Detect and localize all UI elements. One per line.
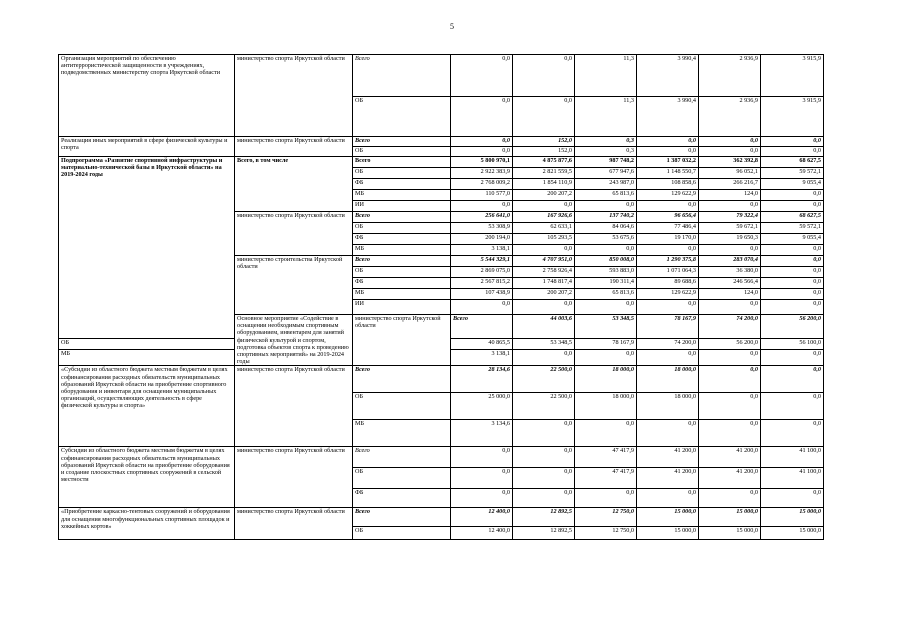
value-cell: 0,3 xyxy=(575,147,637,157)
value-cell: 28 134,6 xyxy=(451,366,513,393)
funding-source-cell: ФБ xyxy=(353,179,451,190)
value-cell: 19 170,0 xyxy=(637,234,699,245)
value-cell: 96 656,4 xyxy=(637,212,699,223)
value-cell: 0,0 xyxy=(451,489,513,508)
value-cell: 47 417,9 xyxy=(575,468,637,489)
value-cell: 0,0 xyxy=(699,147,761,157)
value-cell: 0,0 xyxy=(637,489,699,508)
value-cell: 77 486,4 xyxy=(637,223,699,234)
value-cell: 25 000,0 xyxy=(451,393,513,420)
value-cell: 12 400,0 xyxy=(451,527,513,540)
value-cell: 2 922 383,9 xyxy=(451,168,513,179)
value-cell: 190 311,4 xyxy=(575,278,637,289)
value-cell: 56 100,0 xyxy=(761,339,824,349)
value-cell: 0,0 xyxy=(575,349,637,366)
value-cell: 0,0 xyxy=(637,349,699,366)
value-cell: 74 200,0 xyxy=(637,339,699,349)
value-cell: 0,0 xyxy=(761,267,824,278)
value-cell: 152,0 xyxy=(513,147,575,157)
value-cell: 15 000,0 xyxy=(699,508,761,527)
description-cell: министерство спорта Иркутской области xyxy=(235,212,353,256)
value-cell: 0,0 xyxy=(761,489,824,508)
value-cell: 53 348,5 xyxy=(513,339,575,349)
value-cell: 0,0 xyxy=(761,137,824,147)
value-cell: 0,0 xyxy=(575,489,637,508)
value-cell: 0,0 xyxy=(513,300,575,315)
value-cell: 362 392,8 xyxy=(699,157,761,168)
value-cell: 105 293,5 xyxy=(513,234,575,245)
value-cell: 200 194,0 xyxy=(451,234,513,245)
funding-source-cell: Всего xyxy=(353,366,451,393)
value-cell: 0,0 xyxy=(699,300,761,315)
value-cell: 2 768 009,2 xyxy=(451,179,513,190)
value-cell: 0,0 xyxy=(637,147,699,157)
value-cell: 0,0 xyxy=(699,489,761,508)
funding-source-cell: МБ xyxy=(353,190,451,201)
value-cell: 0,0 xyxy=(513,468,575,489)
value-cell: 41 100,0 xyxy=(761,468,824,489)
funding-source-cell: ФБ xyxy=(353,234,451,245)
value-cell: 0,0 xyxy=(575,300,637,315)
value-cell: 4 875 877,6 xyxy=(513,157,575,168)
value-cell: 74 200,0 xyxy=(699,315,761,339)
value-cell: 0,0 xyxy=(637,137,699,147)
value-cell: 44 003,6 xyxy=(513,315,575,339)
value-cell: 110 577,0 xyxy=(451,190,513,201)
value-cell: 53 675,6 xyxy=(575,234,637,245)
value-cell: 0,0 xyxy=(699,366,761,393)
value-cell: 0,0 xyxy=(513,489,575,508)
value-cell: 0,0 xyxy=(451,147,513,157)
funding-source-cell: МБ xyxy=(353,420,451,447)
funding-source-cell: ОБ xyxy=(353,223,451,234)
value-cell: 3 990,4 xyxy=(637,55,699,97)
value-cell: 62 633,1 xyxy=(513,223,575,234)
value-cell: 5 544 329,1 xyxy=(451,256,513,267)
funding-source-cell: ИИ xyxy=(353,300,451,315)
funding-source-cell: ОБ xyxy=(353,267,451,278)
funding-source-cell: Всего xyxy=(451,315,513,339)
value-cell: 0,0 xyxy=(699,245,761,256)
value-cell: 107 438,9 xyxy=(451,289,513,300)
value-cell: 0,0 xyxy=(761,147,824,157)
table-row xyxy=(59,55,824,97)
description-cell: министерство спорта Иркутской области xyxy=(353,315,451,366)
value-cell: 129 622,9 xyxy=(637,190,699,201)
value-cell: 65 813,6 xyxy=(575,289,637,300)
value-cell: 0,0 xyxy=(513,245,575,256)
description-cell: Подпрограмма «Развитие спортивной инфраструктуры и материально-технической базы в Иркутской области» на 2019-2024 годы xyxy=(59,157,235,339)
value-cell: 18 000,0 xyxy=(575,393,637,420)
value-cell: 12 400,0 xyxy=(451,508,513,527)
value-cell: 36 380,0 xyxy=(699,267,761,278)
table-row xyxy=(59,447,824,468)
value-cell: 89 688,6 xyxy=(637,278,699,289)
description-cell: министерство спорта Иркутской области xyxy=(235,366,353,447)
value-cell: 0,0 xyxy=(761,393,824,420)
value-cell: 0,0 xyxy=(451,137,513,147)
value-cell: 0,0 xyxy=(699,393,761,420)
value-cell: 15 000,0 xyxy=(637,527,699,540)
value-cell: 200 207,2 xyxy=(513,190,575,201)
value-cell: 1 071 064,3 xyxy=(637,267,699,278)
description-cell: министерство спорта Иркутской области xyxy=(235,137,353,157)
value-cell: 12 750,0 xyxy=(575,508,637,527)
value-cell: 1 748 817,4 xyxy=(513,278,575,289)
value-cell: 256 641,0 xyxy=(451,212,513,223)
funding-source-cell: ОБ xyxy=(353,97,451,137)
value-cell: 0,0 xyxy=(451,201,513,212)
value-cell: 0,0 xyxy=(451,97,513,137)
value-cell: 41 200,0 xyxy=(637,447,699,468)
value-cell: 22 500,0 xyxy=(513,366,575,393)
description-cell: Основное мероприятие «Содействие в оснащении необходимым спортивным оборудованием, инвентарем для занятий физической культурой и спортом, подготовка объектов спорта к проведению спортивных мероприятий» на 2019-2024 годы xyxy=(235,315,353,366)
value-cell: 41 200,0 xyxy=(699,468,761,489)
value-cell: 0,0 xyxy=(513,55,575,97)
value-cell: 59 572,1 xyxy=(761,168,824,179)
value-cell: 68 627,5 xyxy=(761,212,824,223)
value-cell: 3 134,6 xyxy=(451,420,513,447)
value-cell: 56 200,0 xyxy=(761,315,824,339)
value-cell: 1 387 032,2 xyxy=(637,157,699,168)
value-cell: 1 290 375,8 xyxy=(637,256,699,267)
funding-source-cell: Всего xyxy=(353,137,451,147)
value-cell: 0,0 xyxy=(761,366,824,393)
value-cell: 12 892,5 xyxy=(513,508,575,527)
value-cell: 0,0 xyxy=(575,245,637,256)
value-cell: 41 100,0 xyxy=(761,447,824,468)
funding-source-cell: МБ xyxy=(353,289,451,300)
description-cell: «Субсидии из областного бюджета местным бюджетам в целях софинансирования расходных обязательств муниципальных образований Иркутской области на приобретение спортивного оборудования и инвентаря для оснащения муниципальных организаций, осуществляющих деятельность в сфере физической культуры и спорта» xyxy=(59,366,235,447)
value-cell: 0,0 xyxy=(513,447,575,468)
value-cell: 1 854 110,9 xyxy=(513,179,575,190)
value-cell: 19 650,3 xyxy=(699,234,761,245)
funding-source-cell: ФБ xyxy=(353,489,451,508)
value-cell: 12 750,0 xyxy=(575,527,637,540)
funding-source-cell: ОБ xyxy=(353,168,451,179)
page-number: 5 xyxy=(450,22,454,31)
funding-source-cell: Всего xyxy=(353,157,451,168)
value-cell: 22 500,0 xyxy=(513,393,575,420)
budget-table xyxy=(58,54,824,540)
value-cell: 0,0 xyxy=(699,420,761,447)
description-cell: министерство спорта Иркутской области xyxy=(235,447,353,508)
value-cell: 0,0 xyxy=(761,278,824,289)
value-cell: 2 936,9 xyxy=(699,97,761,137)
value-cell: 0,0 xyxy=(451,55,513,97)
value-cell: 0,0 xyxy=(699,137,761,147)
value-cell: 9 055,4 xyxy=(761,234,824,245)
description-cell: министерство спорта Иркутской области xyxy=(235,508,353,540)
funding-source-cell: ФБ xyxy=(353,278,451,289)
value-cell: 2 567 815,2 xyxy=(451,278,513,289)
funding-source-cell: Всего xyxy=(353,212,451,223)
value-cell: 152,0 xyxy=(513,137,575,147)
value-cell: 243 987,0 xyxy=(575,179,637,190)
value-cell: 84 064,6 xyxy=(575,223,637,234)
value-cell: 68 627,5 xyxy=(761,157,824,168)
value-cell: 0,0 xyxy=(761,349,824,366)
value-cell: 40 865,5 xyxy=(451,339,513,349)
value-cell: 12 892,5 xyxy=(513,527,575,540)
value-cell: 137 740,2 xyxy=(575,212,637,223)
table-row xyxy=(59,508,824,527)
funding-source-cell: ОБ xyxy=(353,468,451,489)
value-cell: 59 572,1 xyxy=(761,223,824,234)
value-cell: 1 148 550,7 xyxy=(637,168,699,179)
value-cell: 124,0 xyxy=(699,190,761,201)
funding-source-cell: МБ xyxy=(353,245,451,256)
value-cell: 18 000,0 xyxy=(637,393,699,420)
value-cell: 0,0 xyxy=(761,190,824,201)
value-cell: 0,0 xyxy=(575,420,637,447)
funding-source-cell: ОБ xyxy=(353,527,451,540)
value-cell: 11,3 xyxy=(575,55,637,97)
value-cell: 96 052,1 xyxy=(699,168,761,179)
value-cell: 2 758 926,4 xyxy=(513,267,575,278)
value-cell: 0,0 xyxy=(451,300,513,315)
value-cell: 2 869 075,0 xyxy=(451,267,513,278)
value-cell: 0,0 xyxy=(513,349,575,366)
value-cell: 0,3 xyxy=(575,137,637,147)
value-cell: 0,0 xyxy=(699,349,761,366)
description-cell: министерство спорта Иркутской области xyxy=(235,55,353,137)
description-cell: министерство строительства Иркутской области xyxy=(235,256,353,315)
value-cell: 0,0 xyxy=(637,245,699,256)
value-cell: 200 207,2 xyxy=(513,289,575,300)
value-cell: 0,0 xyxy=(637,420,699,447)
value-cell: 9 055,4 xyxy=(761,179,824,190)
value-cell: 0,0 xyxy=(513,420,575,447)
value-cell: 11,3 xyxy=(575,97,637,137)
value-cell: 0,0 xyxy=(761,245,824,256)
funding-source-cell: ИИ xyxy=(353,201,451,212)
value-cell: 108 858,6 xyxy=(637,179,699,190)
value-cell: 0,0 xyxy=(761,300,824,315)
value-cell: 677 947,6 xyxy=(575,168,637,179)
value-cell: 79 322,4 xyxy=(699,212,761,223)
value-cell: 53 348,5 xyxy=(575,315,637,339)
value-cell: 129 622,9 xyxy=(637,289,699,300)
value-cell: 0,0 xyxy=(637,201,699,212)
value-cell: 59 672,1 xyxy=(699,223,761,234)
value-cell: 47 417,9 xyxy=(575,447,637,468)
funding-source-cell: ОБ xyxy=(353,393,451,420)
value-cell: 18 000,0 xyxy=(575,366,637,393)
value-cell: 124,0 xyxy=(699,289,761,300)
funding-source-cell: МБ xyxy=(59,349,235,366)
value-cell: 0,0 xyxy=(451,468,513,489)
value-cell: 0,0 xyxy=(451,447,513,468)
value-cell: 283 070,4 xyxy=(699,256,761,267)
value-cell: 167 926,6 xyxy=(513,212,575,223)
value-cell: 5 800 970,1 xyxy=(451,157,513,168)
funding-source-cell: Всего xyxy=(353,55,451,97)
description-cell: Субсидии из областного бюджета местным бюджетам в целях софинансирования расходных обязательств муниципальных образований Иркутской области на приобретение оборудования и создание плоскостных спортивных сооружений в сельской местности xyxy=(59,447,235,508)
value-cell: 987 748,2 xyxy=(575,157,637,168)
value-cell: 0,0 xyxy=(761,420,824,447)
value-cell: 78 167,9 xyxy=(637,315,699,339)
value-cell: 3 915,9 xyxy=(761,97,824,137)
value-cell: 15 000,0 xyxy=(761,508,824,527)
value-cell: 0,0 xyxy=(513,97,575,137)
value-cell: 18 000,0 xyxy=(637,366,699,393)
value-cell: 53 308,9 xyxy=(451,223,513,234)
value-cell: 4 707 951,0 xyxy=(513,256,575,267)
value-cell: 0,0 xyxy=(761,289,824,300)
funding-source-cell: Всего xyxy=(353,508,451,527)
value-cell: 3 915,9 xyxy=(761,55,824,97)
value-cell: 2 821 559,5 xyxy=(513,168,575,179)
value-cell: 3 138,1 xyxy=(451,245,513,256)
value-cell: 246 566,4 xyxy=(699,278,761,289)
value-cell: 0,0 xyxy=(575,201,637,212)
value-cell: 266 216,7 xyxy=(699,179,761,190)
value-cell: 593 883,0 xyxy=(575,267,637,278)
value-cell: 41 200,0 xyxy=(637,468,699,489)
value-cell: 0,0 xyxy=(761,256,824,267)
value-cell: 15 000,0 xyxy=(637,508,699,527)
value-cell: 0,0 xyxy=(699,201,761,212)
table-row xyxy=(59,157,824,168)
funding-source-cell: ОБ xyxy=(353,147,451,157)
value-cell: 2 936,9 xyxy=(699,55,761,97)
value-cell: 0,0 xyxy=(637,300,699,315)
funding-source-cell: Всего xyxy=(353,256,451,267)
value-cell: 850 008,0 xyxy=(575,256,637,267)
value-cell: 78 167,9 xyxy=(575,339,637,349)
funding-source-cell: Всего xyxy=(353,447,451,468)
table-row xyxy=(59,137,824,147)
value-cell: 0,0 xyxy=(513,201,575,212)
funding-source-cell: ОБ xyxy=(59,339,235,349)
description-cell: Всего, в том числе xyxy=(235,157,353,212)
value-cell: 15 000,0 xyxy=(699,527,761,540)
table-row xyxy=(59,366,824,393)
value-cell: 56 200,0 xyxy=(699,339,761,349)
description-cell: Организация мероприятий по обеспечению антитеррористической защищенности в учреждениях, подведомственных министерству спорта Иркутской области xyxy=(59,55,235,137)
value-cell: 3 138,1 xyxy=(451,349,513,366)
description-cell: Реализация иных мероприятий в сфере физической культуры и спорта xyxy=(59,137,235,157)
value-cell: 15 000,0 xyxy=(761,527,824,540)
value-cell: 3 990,4 xyxy=(637,97,699,137)
value-cell: 41 200,0 xyxy=(699,447,761,468)
description-cell: «Приобретение каркасно-тентовых сооружений и оборудования для оснащения многофункциональных спортивных площадок и хоккейных кортов» xyxy=(59,508,235,540)
value-cell: 0,0 xyxy=(761,201,824,212)
value-cell: 65 813,6 xyxy=(575,190,637,201)
